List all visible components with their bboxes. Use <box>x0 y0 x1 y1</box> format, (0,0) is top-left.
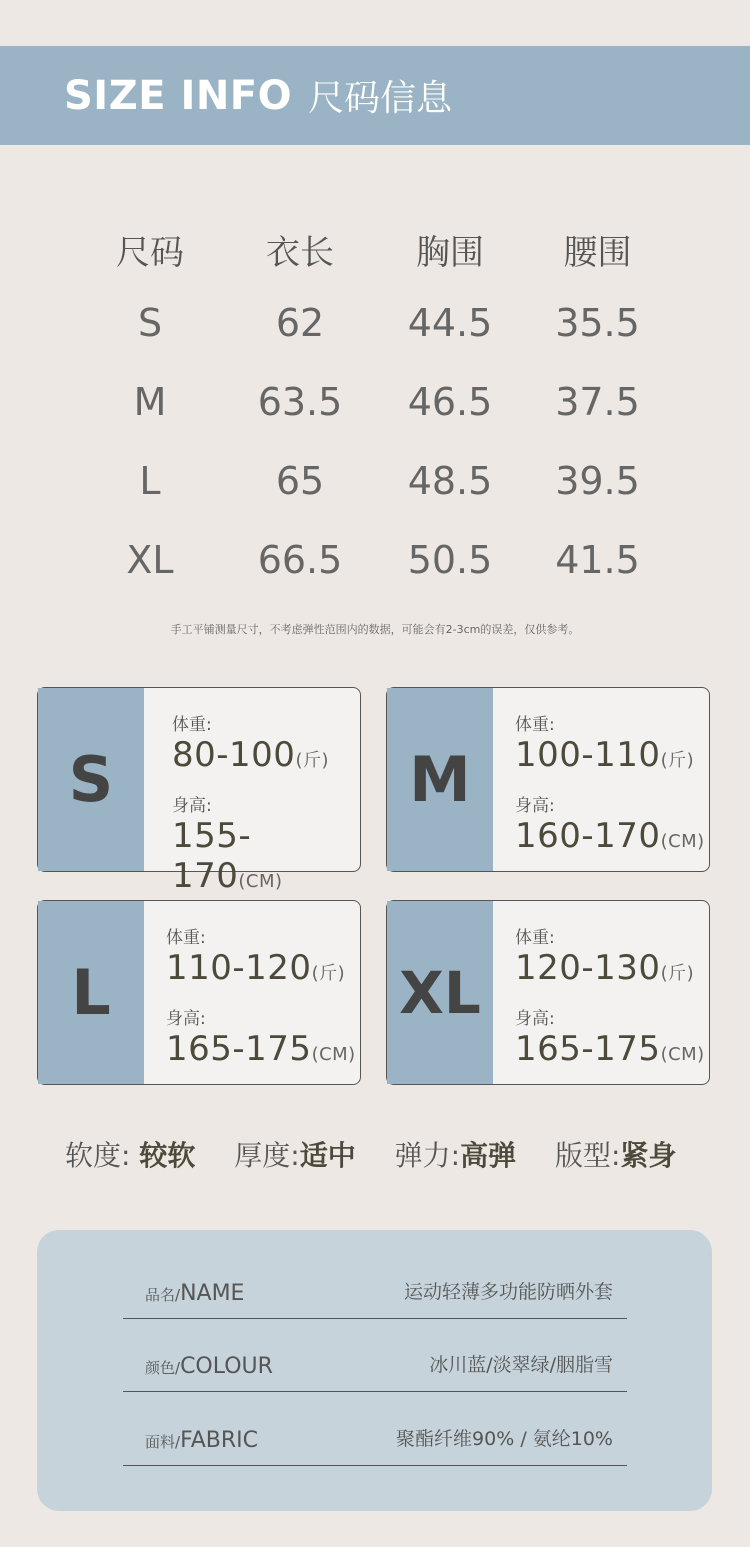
table-cell: 63.5 <box>257 379 343 424</box>
weight-value: 80-100 <box>172 735 296 775</box>
column-header: 衣长 <box>266 232 334 273</box>
height-unit: (CM) <box>238 871 283 892</box>
size-card-letter: L <box>38 901 144 1084</box>
size-card-letter: S <box>38 688 144 871</box>
height-value-line <box>515 1029 705 1075</box>
size-table-header <box>75 215 675 283</box>
height-unit: (CM) <box>660 1044 705 1065</box>
header-title-cn: 尺码信息 <box>308 78 453 119</box>
property-value: 紧身 <box>620 1139 677 1172</box>
property-value: 适中 <box>299 1139 356 1172</box>
weight-unit: (斤) <box>295 750 329 771</box>
product-row-colour <box>123 1319 627 1392</box>
property-value: 高弹 <box>460 1139 517 1172</box>
height-label: 身高: <box>172 796 212 816</box>
weight-value-line <box>172 735 360 781</box>
table-cell: 35.5 <box>555 300 640 345</box>
size-table <box>75 215 675 599</box>
size-card-s <box>37 687 361 896</box>
product-key <box>145 1354 273 1379</box>
product-value: 运动轻薄多功能防晒外套 <box>403 1281 613 1303</box>
product-row-fabric <box>123 1393 627 1466</box>
height-value-line <box>515 816 705 862</box>
height-label: 身高: <box>515 796 555 816</box>
product-key-en: NAME <box>180 1281 245 1306</box>
height-unit: (CM) <box>311 1044 356 1065</box>
table-cell: 41.5 <box>555 537 640 582</box>
weight-value: 100-110 <box>515 735 661 775</box>
product-key-cn: 面料/ <box>145 1433 181 1451</box>
product-row-name <box>123 1246 627 1319</box>
table-cell: 66.5 <box>257 537 343 582</box>
product-key <box>145 1428 258 1453</box>
table-cell: M <box>133 379 167 424</box>
table-cell: L <box>139 458 161 503</box>
table-cell: 65 <box>275 458 325 503</box>
weight-label: 体重: <box>166 928 206 948</box>
product-key-cn: 颜色/ <box>145 1359 181 1377</box>
column-header: 胸围 <box>416 232 484 273</box>
product-value: 冰川蓝/淡翠绿/胭脂雪 <box>429 1354 613 1376</box>
weight-label: 体重: <box>172 715 212 735</box>
weight-label: 体重: <box>515 928 555 948</box>
height-label: 身高: <box>515 1009 555 1029</box>
product-key-en: COLOUR <box>180 1354 273 1379</box>
table-row <box>75 283 675 362</box>
size-card-letter: M <box>387 688 493 871</box>
product-info-panel <box>37 1230 712 1511</box>
property-elasticity <box>395 1139 516 1172</box>
size-card-l <box>37 900 361 1085</box>
property-key: 弹力: <box>394 1139 461 1172</box>
weight-value-line <box>515 948 705 994</box>
table-cell: S <box>137 300 163 345</box>
table-cell: 50.5 <box>407 537 493 582</box>
weight-value-line <box>166 948 356 994</box>
weight-unit: (斤) <box>660 963 695 984</box>
size-card-m <box>386 687 710 872</box>
product-key <box>145 1281 244 1306</box>
product-value: 聚酯纤维90% / 氨纶10% <box>396 1428 613 1450</box>
height-value: 160-170 <box>515 816 661 856</box>
height-value-line <box>166 1029 356 1075</box>
weight-value: 110-120 <box>166 948 312 988</box>
column-header: 腰围 <box>563 232 632 273</box>
table-cell: 37.5 <box>555 379 640 424</box>
table-cell: 48.5 <box>407 458 493 503</box>
weight-value-line <box>515 735 705 781</box>
measurement-note: 手工平铺测量尺寸，不考虑弹性范围内的数据，可能会有2-3cm的误差，仅供参考。 <box>170 623 580 636</box>
property-fit <box>555 1139 676 1172</box>
property-thickness <box>234 1139 355 1172</box>
size-card-info <box>172 710 360 902</box>
height-unit: (CM) <box>660 831 705 852</box>
page-header <box>0 46 750 145</box>
weight-unit: (斤) <box>660 750 695 771</box>
table-row <box>75 362 675 441</box>
product-key-en: FABRIC <box>180 1428 258 1453</box>
table-row <box>75 441 675 520</box>
size-card-info <box>515 923 705 1075</box>
height-value: 155-170 <box>172 816 252 896</box>
weight-unit: (斤) <box>311 963 346 984</box>
property-key: 软度: <box>65 1139 131 1172</box>
table-cell: 39.5 <box>555 458 640 503</box>
size-card-info <box>515 710 705 862</box>
table-cell: 62 <box>275 300 325 345</box>
weight-value: 120-130 <box>515 948 661 988</box>
column-header: 尺码 <box>116 232 184 273</box>
table-row <box>75 520 675 599</box>
size-card-info <box>166 923 356 1075</box>
header-title-en: SIZE INFO <box>64 72 293 119</box>
size-card-xl <box>386 900 710 1085</box>
height-label: 身高: <box>166 1009 206 1029</box>
height-value: 165-175 <box>515 1029 661 1069</box>
product-key-cn: 品名/ <box>145 1286 181 1304</box>
size-card-letter: XL <box>387 901 493 1084</box>
property-softness <box>65 1139 195 1172</box>
height-value: 165-175 <box>166 1029 312 1069</box>
property-key: 厚度: <box>234 1139 300 1172</box>
property-key: 版型: <box>554 1139 621 1172</box>
fabric-properties <box>65 1134 706 1174</box>
table-cell: 46.5 <box>407 379 493 424</box>
height-value-line <box>172 816 360 902</box>
property-value: 较软 <box>139 1139 196 1172</box>
table-cell: XL <box>126 537 174 582</box>
table-cell: 44.5 <box>407 300 493 345</box>
weight-label: 体重: <box>515 715 555 735</box>
